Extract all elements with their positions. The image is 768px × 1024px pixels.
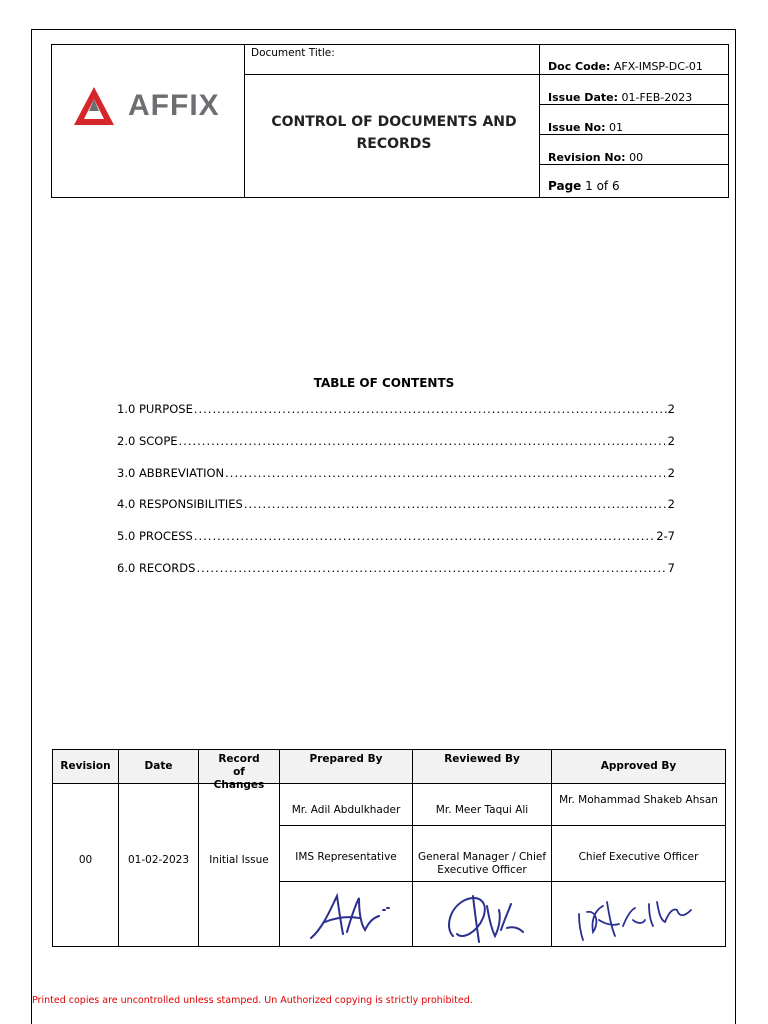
toc-item[interactable] xyxy=(117,561,675,575)
issue-no-field xyxy=(548,121,728,134)
toc-item-label: 3.0 ABBREVIATION xyxy=(117,466,225,480)
revision-value: 00 xyxy=(78,854,93,866)
toc-leader-dots xyxy=(196,561,666,575)
toc-item-page: 2 xyxy=(667,497,675,511)
reviewed-by-name: Mr. Meer Taqui Ali xyxy=(435,804,529,816)
toc-leader-dots xyxy=(225,466,667,480)
toc-item[interactable] xyxy=(117,466,675,480)
toc-item-label: 1.0 PURPOSE xyxy=(117,402,193,416)
col-header-prepared-by: Prepared By xyxy=(309,753,383,765)
col-header-revision: Revision xyxy=(60,760,111,772)
revision-no-label: Revision No: xyxy=(548,151,626,164)
page-label: Page xyxy=(548,179,582,193)
toc-item[interactable] xyxy=(117,497,675,511)
logo-text: AFFIX xyxy=(128,89,220,122)
document-title-label: Document Title: xyxy=(251,47,335,59)
approved-by-signature xyxy=(573,890,703,944)
document-title: CONTROL OF DOCUMENTS AND RECORDS xyxy=(271,114,517,152)
document-header-table xyxy=(51,44,729,198)
issue-no-label: Issue No: xyxy=(548,121,606,134)
approved-by-name: Mr. Mohammad Shakeb Ahsan xyxy=(559,794,718,806)
revision-no-value: 00 xyxy=(629,151,644,164)
toc-item[interactable] xyxy=(117,434,675,448)
prepared-by-signature xyxy=(303,888,393,944)
toc-item-page: 2 xyxy=(667,434,675,448)
page-number-field xyxy=(548,179,728,193)
toc-item[interactable] xyxy=(117,402,675,416)
col-header-reviewed-by: Reviewed By xyxy=(444,753,520,765)
doc-code-value: AFX-IMSP-DC-01 xyxy=(613,60,703,73)
col-header-date: Date xyxy=(144,760,173,772)
toc-item-page: 2 xyxy=(667,402,675,416)
toc-item-page: 2-7 xyxy=(656,529,675,543)
col-header-record-of-changes: Record of Changes xyxy=(213,753,265,791)
uncontrolled-copy-notice: Printed copies are uncontrolled unless stamped. Un Authorized copying is strictly prohibited. xyxy=(32,995,473,1006)
toc-item-page: 7 xyxy=(667,561,675,575)
toc-leader-dots xyxy=(244,497,667,511)
date-value: 01-02-2023 xyxy=(127,854,190,866)
company-logo xyxy=(72,85,232,131)
toc-item-page: 2 xyxy=(667,466,675,480)
prepared-by-role: IMS Representative xyxy=(295,851,397,863)
toc-item-label: 4.0 RESPONSIBILITIES xyxy=(117,497,243,511)
toc-item[interactable] xyxy=(117,529,675,543)
issue-date-field xyxy=(548,91,728,104)
toc-title: TABLE OF CONTENTS xyxy=(313,376,455,390)
toc-item-label: 5.0 PROCESS xyxy=(117,529,193,543)
approved-by-role: Chief Executive Officer xyxy=(578,851,699,863)
prepared-by-name: Mr. Adil Abdulkhader xyxy=(291,804,401,816)
doc-code-label: Doc Code: xyxy=(548,60,611,73)
revision-no-field xyxy=(548,151,728,164)
toc-item-label: 2.0 SCOPE xyxy=(117,434,178,448)
reviewed-by-role: General Manager / Chief Executive Officer xyxy=(418,851,547,876)
record-of-changes-value: Initial Issue xyxy=(209,854,269,866)
toc-leader-dots xyxy=(179,434,667,448)
toc-leader-dots xyxy=(194,529,655,543)
issue-date-value: 01-FEB-2023 xyxy=(621,91,693,104)
issue-no-value: 01 xyxy=(608,121,623,134)
reviewed-by-signature xyxy=(443,888,533,946)
toc-leader-dots xyxy=(194,402,667,416)
issue-date-label: Issue Date: xyxy=(548,91,618,104)
approval-table xyxy=(52,749,726,947)
col-header-approved-by: Approved By xyxy=(600,760,677,772)
toc-item-label: 6.0 RECORDS xyxy=(117,561,196,575)
doc-code-field xyxy=(548,60,728,73)
page-number-value: 1 of 6 xyxy=(585,179,620,193)
